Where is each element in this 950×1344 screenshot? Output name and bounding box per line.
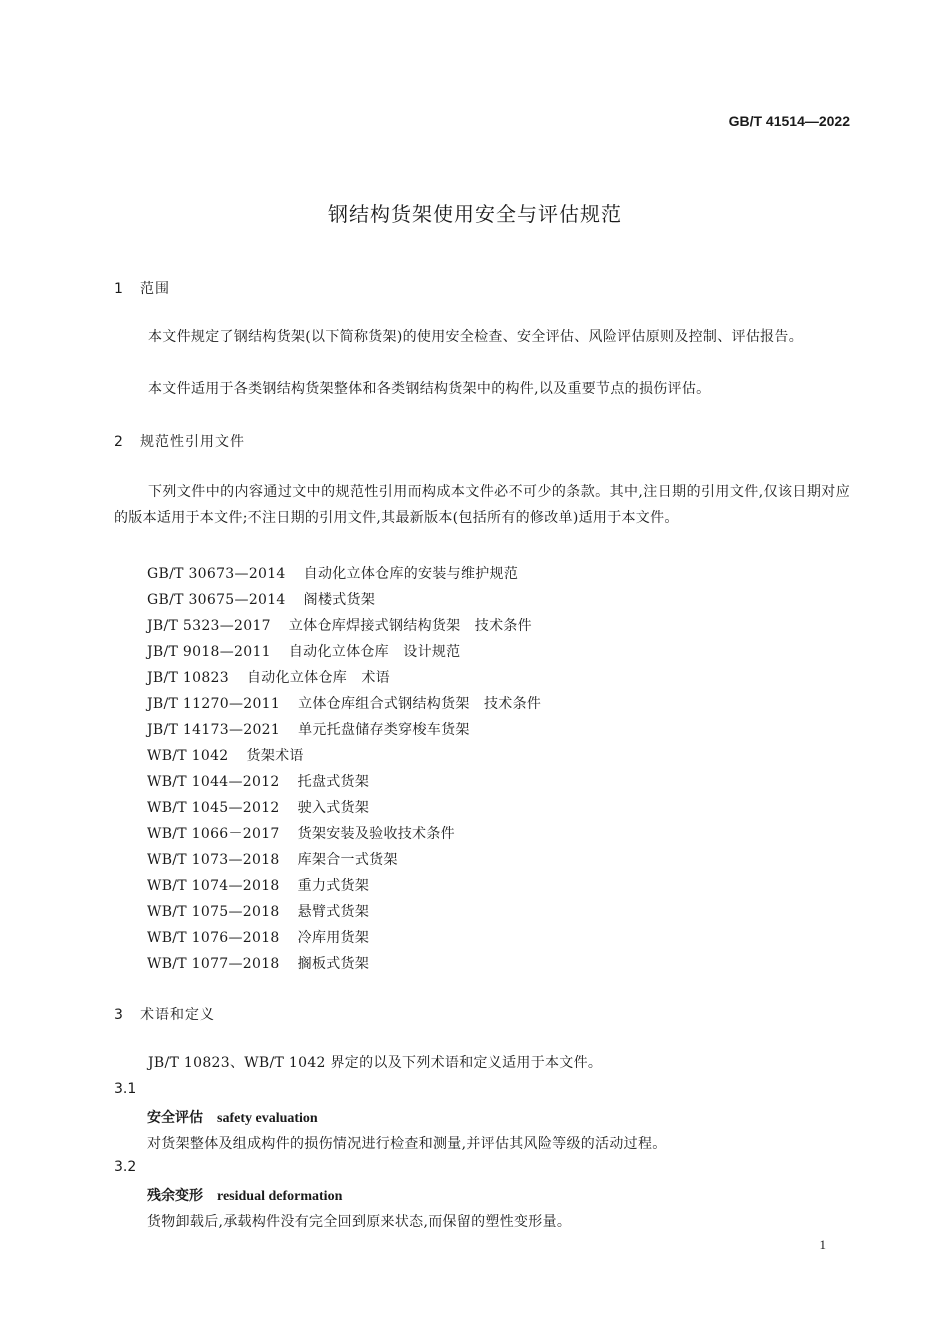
term-english: residual deformation: [217, 1189, 343, 1204]
section-number: 3: [114, 1007, 124, 1023]
reference-name: 货架安装及验收技术条件: [297, 826, 455, 842]
reference-name: 重力式货架: [297, 878, 370, 894]
reference-item: [147, 667, 390, 687]
reference-item: [147, 823, 455, 843]
reference-name: 自动化立体仓库的安装与维护规范: [303, 566, 519, 582]
section-title: 规范性引用文件: [140, 434, 245, 450]
reference-name: 阁楼式货架: [303, 592, 376, 608]
reference-item: [147, 953, 369, 973]
reference-code: WB/T 1042: [147, 748, 229, 764]
scope-paragraph-1: 本文件规定了钢结构货架(以下简称货架)的使用安全检查、安全评估、风险评估原则及控制、评估报告。: [148, 329, 804, 345]
reference-code: JB/T 10823: [147, 670, 229, 686]
document-title: 钢结构货架使用安全与评估规范: [328, 202, 622, 226]
section-heading-scope: [114, 278, 170, 298]
reference-item: [147, 563, 518, 583]
reference-code: JB/T 14173—2021: [147, 722, 281, 738]
reference-code: JB/T 9018—2011: [147, 644, 271, 660]
normative-intro: 下列文件中的内容通过文中的规范性引用而构成本文件必不可少的条款。其中,注日期的引用文件,仅该日期对应的版本适用于本文件;不注日期的引用文件,其最新版本(包括所有的修改单)适用于本文件。: [114, 484, 850, 526]
reference-name: 立体仓库组合式钢结构货架 技术条件: [298, 696, 542, 712]
terms-intro: JB/T 10823、WB/T 1042 界定的以及下列术语和定义适用于本文件。: [148, 1055, 603, 1071]
reference-name: 驶入式货架: [297, 800, 370, 816]
scope-paragraph-2: 本文件适用于各类钢结构货架整体和各类钢结构货架中的构件,以及重要节点的损伤评估。: [148, 381, 711, 397]
section-title: 术语和定义: [140, 1007, 215, 1023]
reference-name: 悬臂式货架: [297, 904, 370, 920]
reference-code: GB/T 30675—2014: [147, 592, 286, 608]
reference-name: 货架术语: [246, 748, 304, 764]
term-entry: [147, 1107, 318, 1127]
reference-name: 托盘式货架: [297, 774, 370, 790]
reference-item: [147, 745, 304, 765]
term-chinese: 残余变形: [147, 1188, 203, 1204]
reference-item: [147, 927, 369, 947]
section-heading-terms: [114, 1004, 215, 1024]
reference-name: 搁板式货架: [297, 956, 370, 972]
term-number: 3.2: [114, 1159, 137, 1175]
section-heading-normative: [114, 431, 245, 451]
reference-name: 冷库用货架: [297, 930, 370, 946]
reference-code: JB/T 5323—2017: [147, 618, 271, 634]
reference-item: [147, 615, 532, 635]
term-number: 3.1: [114, 1081, 137, 1097]
reference-code: WB/T 1075—2018: [147, 904, 280, 920]
reference-name: 单元托盘储存类穿梭车货架: [298, 722, 470, 738]
section-number: 1: [114, 281, 124, 297]
reference-code: WB/T 1076—2018: [147, 930, 280, 946]
page-number: 1: [819, 1237, 826, 1252]
reference-code: JB/T 11270—2011: [147, 696, 281, 712]
reference-item: [147, 797, 369, 817]
term-entry: [147, 1185, 342, 1205]
term-definition: 对货架整体及组成构件的损伤情况进行检查和测量,并评估其风险等级的活动过程。: [147, 1136, 667, 1152]
term-definition: 货物卸载后,承载构件没有完全回到原来状态,而保留的塑性变形量。: [147, 1214, 572, 1230]
standard-number: GB/T 41514—2022: [728, 113, 850, 129]
reference-item: [147, 875, 369, 895]
reference-name: 库架合一式货架: [297, 852, 398, 868]
reference-name: 自动化立体仓库 设计规范: [288, 644, 461, 660]
reference-code: WB/T 1066－2017: [147, 826, 280, 842]
reference-code: WB/T 1044—2012: [147, 774, 280, 790]
reference-name: 自动化立体仓库 术语: [246, 670, 390, 686]
reference-name: 立体仓库焊接式钢结构货架 技术条件: [288, 618, 532, 634]
reference-code: WB/T 1074—2018: [147, 878, 280, 894]
section-title: 范围: [140, 281, 170, 297]
reference-code: GB/T 30673—2014: [147, 566, 286, 582]
term-english: safety evaluation: [217, 1111, 318, 1126]
section-number: 2: [114, 434, 124, 450]
reference-item: [147, 693, 541, 713]
reference-code: WB/T 1045—2012: [147, 800, 280, 816]
reference-item: [147, 901, 369, 921]
reference-item: [147, 849, 398, 869]
reference-code: WB/T 1077—2018: [147, 956, 280, 972]
reference-item: [147, 641, 460, 661]
reference-item: [147, 771, 369, 791]
reference-code: WB/T 1073—2018: [147, 852, 280, 868]
reference-item: [147, 719, 470, 739]
term-chinese: 安全评估: [147, 1110, 203, 1126]
reference-item: [147, 589, 375, 609]
